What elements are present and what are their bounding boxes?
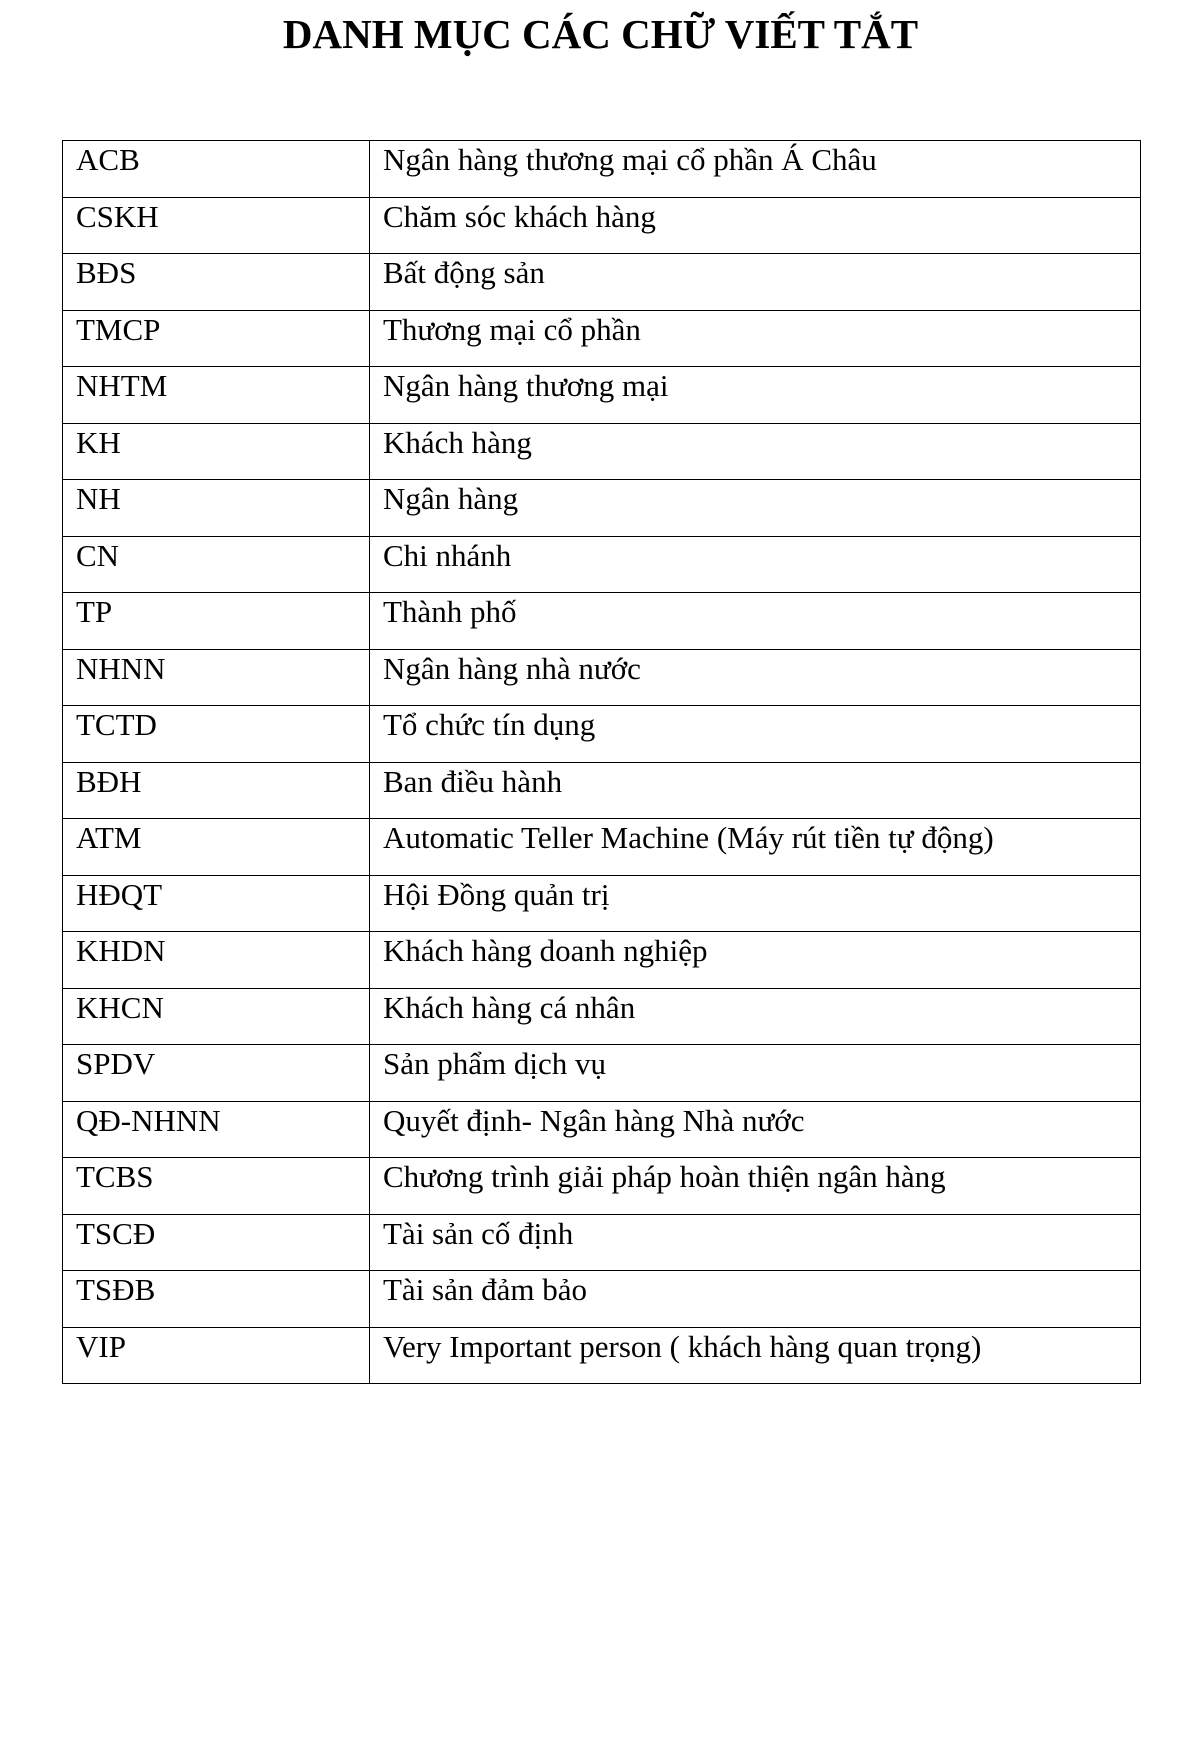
table-row [63, 1101, 1141, 1158]
meaning-cell: Khách hàng cá nhân [370, 988, 1141, 1045]
meaning-cell: Tài sản đảm bảo [370, 1271, 1141, 1328]
table-row [63, 932, 1141, 989]
meaning-cell: Ngân hàng nhà nước [370, 649, 1141, 706]
table-row [63, 875, 1141, 932]
table-row [63, 423, 1141, 480]
meaning-cell: Quyết định- Ngân hàng Nhà nước [370, 1101, 1141, 1158]
abbreviation-cell: HĐQT [63, 875, 370, 932]
abbreviation-cell: ATM [63, 819, 370, 876]
table-row [63, 988, 1141, 1045]
table-row [63, 1271, 1141, 1328]
table-row [63, 1045, 1141, 1102]
abbreviation-cell: TCBS [63, 1158, 370, 1215]
meaning-cell: Hội Đồng quản trị [370, 875, 1141, 932]
table-row [63, 367, 1141, 424]
abbreviation-cell: TMCP [63, 310, 370, 367]
meaning-cell: Thành phố [370, 593, 1141, 650]
abbreviation-cell: TSCĐ [63, 1214, 370, 1271]
abbreviation-cell: NHTM [63, 367, 370, 424]
table-row [63, 480, 1141, 537]
meaning-cell: Tài sản cố định [370, 1214, 1141, 1271]
table-row [63, 706, 1141, 763]
abbreviation-cell: NHNN [63, 649, 370, 706]
table-row [63, 1327, 1141, 1384]
abbreviation-cell: TP [63, 593, 370, 650]
table-row [63, 1158, 1141, 1215]
meaning-cell: Chi nhánh [370, 536, 1141, 593]
abbreviation-cell: CN [63, 536, 370, 593]
abbreviation-cell: ACB [63, 141, 370, 198]
abbreviation-cell: VIP [63, 1327, 370, 1384]
meaning-cell: Automatic Teller Machine (Máy rút tiền tự động) [370, 819, 1141, 876]
table-row [63, 762, 1141, 819]
meaning-cell: Very Important person ( khách hàng quan trọng) [370, 1327, 1141, 1384]
table-row [63, 536, 1141, 593]
abbreviation-cell: BĐH [63, 762, 370, 819]
meaning-cell: Khách hàng doanh nghiệp [370, 932, 1141, 989]
meaning-cell: Ngân hàng thương mại [370, 367, 1141, 424]
table-row [63, 141, 1141, 198]
table-row [63, 197, 1141, 254]
meaning-cell: Tổ chức tín dụng [370, 706, 1141, 763]
abbreviation-cell: TCTD [63, 706, 370, 763]
table-row [63, 1214, 1141, 1271]
abbreviation-cell: QĐ-NHNN [63, 1101, 370, 1158]
page-title: DANH MỤC CÁC CHỮ VIẾT TẮT [282, 11, 919, 57]
table-row [63, 254, 1141, 311]
abbreviation-cell: KH [63, 423, 370, 480]
table-row [63, 593, 1141, 650]
meaning-cell: Ngân hàng [370, 480, 1141, 537]
meaning-cell: Sản phẩm dịch vụ [370, 1045, 1141, 1102]
meaning-cell: Chăm sóc khách hàng [370, 197, 1141, 254]
abbreviation-cell: KHDN [63, 932, 370, 989]
table-row [63, 310, 1141, 367]
abbreviation-table-body [63, 141, 1141, 1384]
abbreviation-cell: SPDV [63, 1045, 370, 1102]
meaning-cell: Ngân hàng thương mại cổ phần Á Châu [370, 141, 1141, 198]
meaning-cell: Ban điều hành [370, 762, 1141, 819]
table-row [63, 649, 1141, 706]
meaning-cell: Khách hàng [370, 423, 1141, 480]
meaning-cell: Bất động sản [370, 254, 1141, 311]
abbreviation-cell: NH [63, 480, 370, 537]
meaning-cell: Chương trình giải pháp hoàn thiện ngân hàng [370, 1158, 1141, 1215]
table-row [63, 819, 1141, 876]
abbreviation-cell: TSĐB [63, 1271, 370, 1328]
meaning-cell: Thương mại cổ phần [370, 310, 1141, 367]
abbreviation-cell: CSKH [63, 197, 370, 254]
abbreviation-cell: KHCN [63, 988, 370, 1045]
abbreviation-table [62, 140, 1141, 1384]
abbreviation-cell: BĐS [63, 254, 370, 311]
